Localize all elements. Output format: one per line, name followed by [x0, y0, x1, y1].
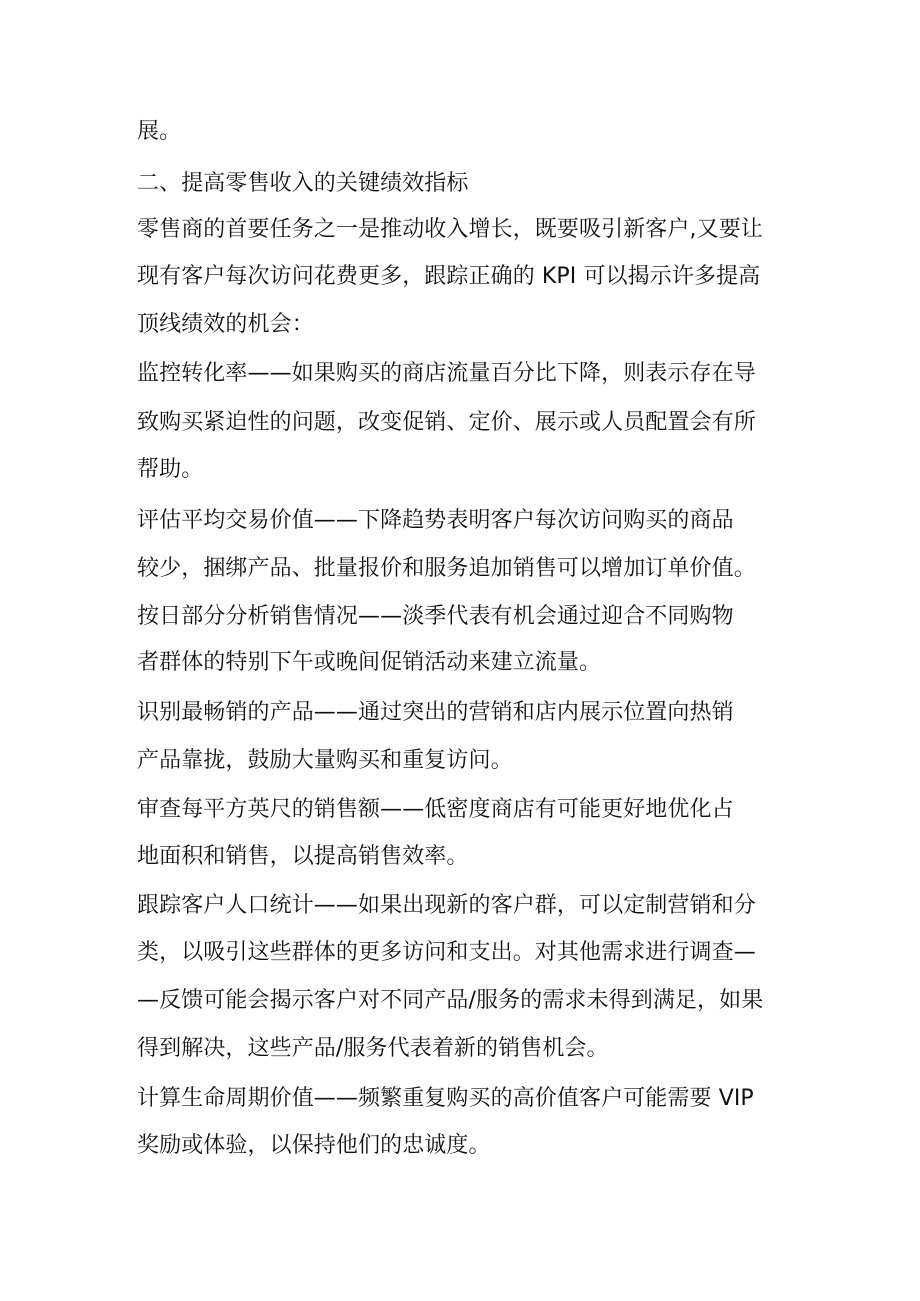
text-line: 较少，捆绑产品、批量报价和服务追加销售可以增加订单价值。: [137, 556, 756, 581]
text-line: 致购买紧迫性的问题，改变促销、定价、展示或人员配置会有所: [137, 410, 756, 435]
text-line: 评估平均交易价值——下降趋势表明客户每次访问购买的商品: [137, 508, 734, 533]
text-line: 顶线绩效的机会：: [137, 312, 314, 337]
text-line: —反馈可能会揭示客户对不同产品/服务的需求未得到满足，如果: [137, 988, 764, 1013]
text-line: 计算生命周期价值——频繁重复购买的高价值客户可能需要 VIP: [137, 1086, 754, 1111]
text-line: 审查每平方英尺的销售额——低密度商店有可能更好地优化占: [137, 797, 734, 822]
text-line: 按日部分分析销售情况——淡季代表有机会通过迎合不同购物: [137, 604, 734, 629]
text-line: 跟踪客户人口统计——如果出现新的客户群，可以定制营销和分: [137, 893, 756, 918]
text-line: 零售商的首要任务之一是推动收入增长，既要吸引新客户,又要让: [137, 217, 763, 242]
text-line: 者群体的特别下午或晚间促销活动来建立流量。: [137, 650, 602, 675]
text-line: 展。: [137, 119, 182, 144]
text-line: 地面积和销售，以提高销售效率。: [137, 844, 469, 869]
text-line: 产品靠拢，鼓励大量购买和重复访问。: [137, 748, 513, 773]
section-heading: 二、提高零售收入的关键绩效指标: [137, 171, 469, 196]
text-line: 奖励或体验，以保持他们的忠诚度。: [137, 1133, 491, 1158]
text-line: 现有客户每次访问花费更多，跟踪正确的 KPI 可以揭示许多提高: [137, 264, 761, 289]
text-line: 帮助。: [137, 457, 204, 482]
text-line: 得到解决，这些产品/服务代表着新的销售机会。: [137, 1036, 609, 1061]
text-line: 监控转化率——如果购买的商店流量百分比下降，则表示存在导: [137, 361, 756, 386]
text-line: 识别最畅销的产品——通过突出的营销和店内展示位置向热销: [137, 700, 734, 725]
text-line: 类，以吸引这些群体的更多访问和支出。对其他需求进行调查—: [137, 940, 756, 965]
